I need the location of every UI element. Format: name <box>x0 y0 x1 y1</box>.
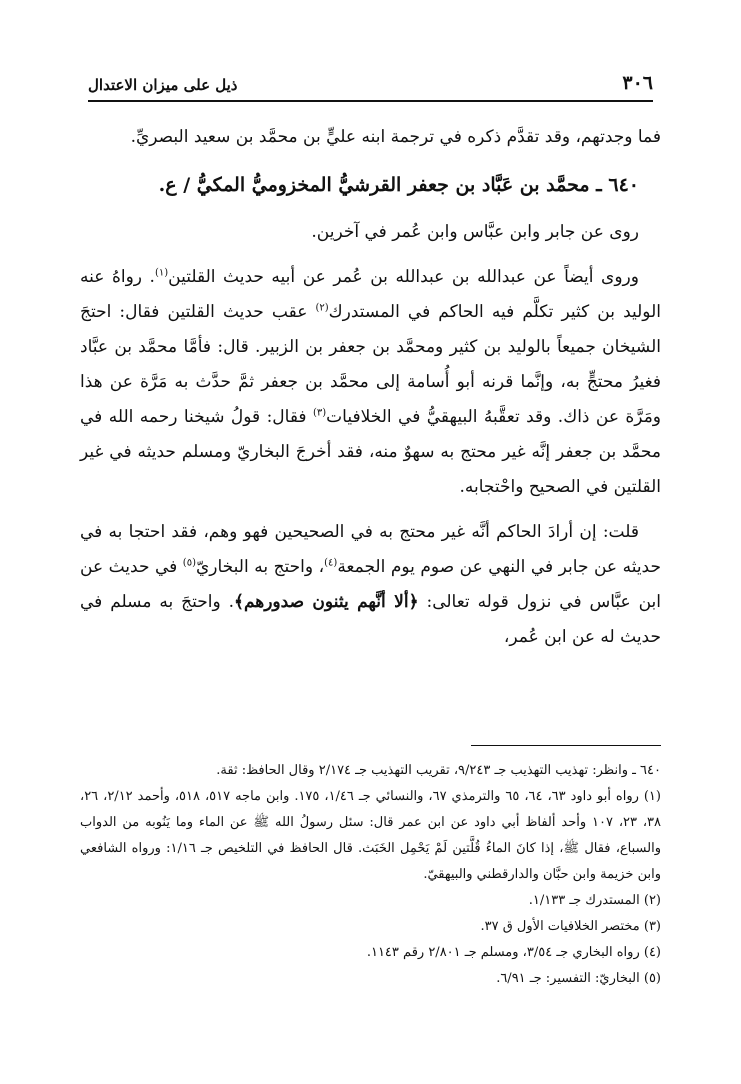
text-segment: . رواهُ عنه الوليد بن كثير تكلَّم فيه الحاكم في المستدرك <box>80 267 661 322</box>
paragraph-qullatain <box>80 260 661 505</box>
page-number: ٣٠٦ <box>622 72 653 94</box>
page-header <box>88 68 653 102</box>
footnotes <box>80 758 661 992</box>
text-segment: وروى أيضاً عن عبدالله بن عبدالله بن عُمر عن أبيه حديث القلتين <box>168 267 639 287</box>
footnote-1: (١) رواه أبو داود ٦٣، ٦٤، ٦٥ والترمذي ٦٧، والنسائي جـ ١/٤٦، ١٧٥. وابن ماجه ٥١٧، ٥١٨، وأحمد ٢/١٢، ٢٦، ٣٨، ٢٣، ١٠٧ وأحد ألفاظ أبي داود عن ابن عمر قال: سئل رسولُ الله ﷺ عن الماء وما يَنُوبه من الدواب والسباع، فقال ﷺ، إذا كانَ الماءُ قُلَّتين لَمْ يَحْمِل الخَبَث. قال الحافظ في التلخيص جـ ١/١٦: ورواه الشافعي وابن خزيمة وابن حبَّان والدارقطني والبيهقيّ. <box>80 789 662 882</box>
quran-verse: ﴿ألا أنَّهم يثنون صدورهم﴾ <box>233 592 419 612</box>
footnote-ref-1[interactable]: (١) <box>154 267 169 279</box>
footnote-ref-3[interactable]: (٣) <box>312 407 327 419</box>
footnote-5: (٥) البخاريّ: التفسير: جـ ٦/٩١. <box>496 971 661 986</box>
main-text <box>80 120 661 655</box>
text-segment: ، واحتج به البخاريّ <box>195 557 325 577</box>
footnote-2: (٢) المستدرك جـ ١/١٣٣. <box>528 893 661 908</box>
text-segment: فقال: قولُ شيخنا رحمه الله في محمَّد بن جعفر إنَّه غير محتج به سهوٌ منه، فقد أخرجَ البخاريّ ومسلم حديثه في غير القلتين في الصحيح واحْتجابه. <box>80 407 661 497</box>
entry-heading: ٦٤٠ ـ محمَّد بن عَبَّاد بن جعفر القرشيُّ المخزوميُّ المكيُّ / ع. <box>158 174 639 196</box>
text-segment: في حديث عن ابن عبَّاس في نزول قوله تعالى: <box>80 557 662 612</box>
running-title: ذيل على ميزان الاعتدال <box>88 76 238 94</box>
text-segment: قلت: إن أرادَ الحاكم أنَّه غير محتج به في الصحيحين فهو وهم، فقد احتجا به في حديثه عن جابر في النهي عن صوم يوم الجمعة <box>80 522 661 577</box>
text-segment: عقب حديث القلتين فقال: احتجَ الشيخان جميعاً بالوليد بن كثير ومحمَّد بن جعفر بن الزبير. قال: فأمَّا محمَّد بن عبَّاد فغيرُ محتجٍّ به، وإنَّما قرنه أبو أُسامة إلى محمَّد بن جعفر ثمَّ حدَّث به مَرَّة عن هذا ومَرَّة عن ذاك. وقد تعقَّبهُ البيهقيُّ في الخلافيات <box>80 302 662 427</box>
footnote-entry: ٦٤٠ ـ وانظر: تهذيب التهذيب جـ ٩/٢٤٣، تقريب التهذيب جـ ٢/١٧٤ وقال الحافظ: ثقة. <box>216 763 661 778</box>
footnote-3: (٣) مختصر الخلافيات الأول ق ٣٧. <box>480 919 661 934</box>
footnote-4: (٤) رواه البخاري جـ ٣/٥٤، ومسلم جـ ٢/٨٠١ رقم ١١٤٣. <box>366 945 661 960</box>
footnote-ref-5[interactable]: (٥) <box>182 557 196 569</box>
text-segment: . واحتجَ به مسلم في حديث له عن ابن عُمر، <box>80 592 661 647</box>
paragraph-author-comment <box>80 515 661 655</box>
paragraph-narrators: روى عن جابر وابن عبَّاس وابن عُمر في آخرين. <box>311 222 639 242</box>
paragraph-continuation: فما وجدتهم، وقد تقدَّم ذكره في ترجمة ابنه عليٍّ بن محمَّد بن سعيد البصريِّ. <box>130 127 661 147</box>
footnote-ref-2[interactable]: (٢) <box>315 302 329 314</box>
footnote-ref-4[interactable]: (٤) <box>324 557 338 569</box>
footnote-separator <box>471 745 661 746</box>
